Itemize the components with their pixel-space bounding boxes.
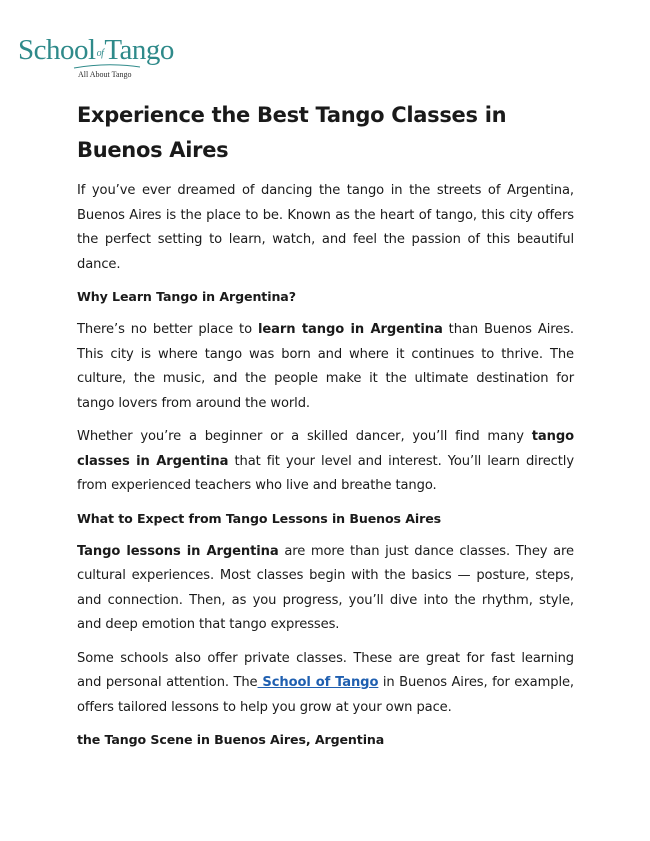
section-heading-why-learn: Why Learn Tango in Argentina? — [77, 289, 296, 304]
text-run: that fit your level and interest. You’ll learn directly from experienced teachers who live and breathe tango. — [77, 453, 574, 493]
text-run: are more than just dance classes. They are cultural experiences. Most classes begin with the basics — posture, steps, and connection. Then, as you progress, you’ll dive into the rhythm, style, and deep emotion that tango expresses. — [77, 543, 574, 632]
school-of-tango-logo[interactable] — [18, 34, 188, 84]
section-heading-tango-scene: the Tango Scene in Buenos Aires, Argentina — [77, 732, 385, 747]
text-run: in Buenos Aires, for example, offers tailored lessons to help you grow at your own pace. — [77, 675, 574, 715]
why-learn-paragraph-1 — [77, 318, 574, 416]
bold-phrase-tango-classes: tango classes in Argentina — [77, 429, 574, 469]
school-of-tango-link[interactable]: School of Tango — [257, 675, 379, 690]
article-title: Experience the Best Tango Classes in Buenos Aires — [77, 103, 507, 162]
text-run: than Buenos Aires. This city is where tango was born and where it continues to thrive. The culture, the music, and the people make it the ultimate destination for tango lovers from around the world. — [77, 322, 574, 411]
article-body — [77, 98, 574, 761]
text-run: There’s no better place to — [77, 322, 258, 337]
logo-tagline: All About Tango — [78, 70, 132, 79]
logo-of: of — [96, 48, 104, 59]
text-run: Whether you’re a beginner or a skilled dancer, you’ll find many — [77, 429, 532, 444]
text-run: Some schools also offer private classes. These are great for fast learning and personal attention. The — [77, 650, 574, 690]
bold-phrase-tango-lessons: Tango lessons in Argentina — [77, 543, 279, 559]
logo-school: School — [18, 34, 96, 66]
intro-paragraph: If you’ve ever dreamed of dancing the tango in the streets of Argentina, Buenos Aires is the place to be. Known as the heart of tango, this city offers the perfect setting to learn, watch, and feel the passion of this beautiful dance. — [77, 183, 574, 272]
bold-phrase-learn-tango: learn tango in Argentina — [257, 322, 443, 337]
section-heading-what-to-expect: What to Expect from Tango Lessons in Buenos Aires — [77, 510, 442, 526]
what-to-expect-paragraph-2 — [77, 647, 574, 721]
what-to-expect-paragraph-1 — [77, 540, 574, 638]
logo-tango: Tango — [104, 34, 174, 66]
why-learn-paragraph-2 — [77, 425, 574, 499]
